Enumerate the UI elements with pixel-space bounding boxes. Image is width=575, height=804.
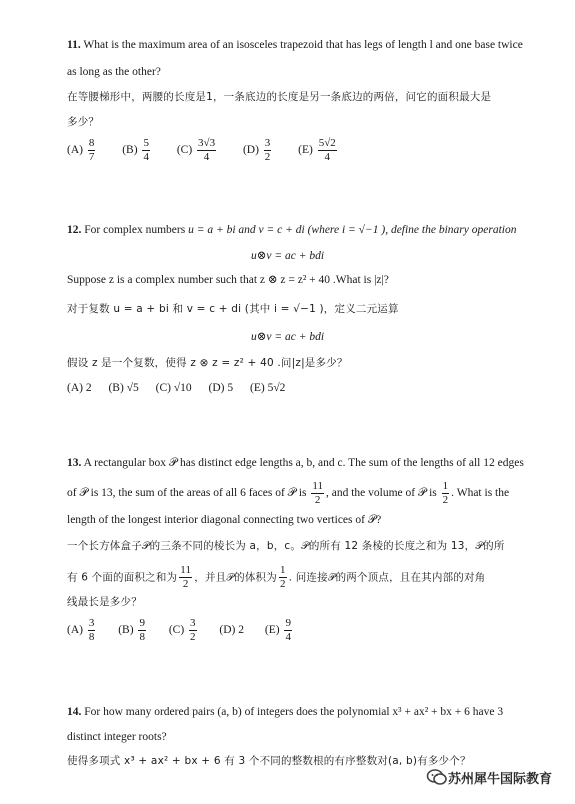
q12-english-a-math: u = a + bi and v = c + di (where i = √−1 ), define the binary operation [188,224,517,236]
q11-options [67,138,339,163]
q13-english-b3: . What is the [451,487,510,500]
q12-option-c[interactable]: (C) √10 [155,382,192,394]
q11-option-e[interactable]: (E) $\frac{5√2}{4}$ [298,137,336,163]
watermark [426,762,571,792]
q12-operation-en: u⊗v = ac + bdi [250,250,325,262]
q12-chinese-b: 假设 z 是一个复数，使得 z ⊗ z = z² + 40 .问|z|是多少？ [67,357,348,369]
q14-chinese-a: 使得多项式 x³ + ax² + bx + 6 有 3 个不同的整数根的有序整数对(a, b)有多少个？ [67,755,471,767]
watermark-text: 苏州犀牛国际教育 [448,772,553,787]
q13-chinese-b2: ，并且𝒫的体积为 [194,571,277,584]
q12-options [67,380,285,396]
q13-english-b2: , and the volume of 𝒫 is [325,487,437,500]
q11-option-c[interactable]: (C) $\frac{3√3}{4}$ [176,137,216,163]
q13-english-c: length of the longest interior diagonal connecting two vertices of 𝒫? [67,514,382,526]
q11-option-b[interactable]: (B) $\frac{5}{4}$ [122,137,149,163]
q12-option-e[interactable]: (E) 5√2 [250,382,286,394]
q12-option-a[interactable]: (A) 2 [67,382,92,394]
q14-english-b: distinct integer roots? [67,731,167,743]
q12-operation-cn: u⊗v = ac + bdi [250,331,325,343]
q13-english-a: A rectangular box 𝒫 has distinct edge lengths a, b, and c. The sum of the lengths of all 12 edges [83,457,524,469]
q11-option-a[interactable]: (A) $\frac{8}{7}$ [67,137,95,163]
q13-option-b[interactable]: (B) $\frac{9}{8}$ [118,617,145,643]
q13-fraction-volume: $\frac{1}{2}$ [442,480,449,506]
q14-text-line-1 [67,704,503,720]
q12-option-d[interactable]: (D) 5 [208,382,234,394]
q13-chinese-c: 线最长是多少？ [67,596,142,608]
q13-english-b [67,481,509,506]
q11-chinese-a: 在等腰梯形中，两腰的长度是1，一条底边的长度是另一条底边的两倍，问它的面积最大是 [67,91,492,103]
q13-number: 13. [67,457,82,469]
q12-chinese-a: 对于复数 u = a + bi 和 v = c + di (其中 i = √−1 )，定义二元运算 [67,303,399,315]
q13-cn-fraction-volume: $\frac{1}{2}$ [279,564,286,590]
wechat-logo-icon [426,766,448,788]
q13-english-b1: of 𝒫 is 13, the sum of the areas of all 6 faces of 𝒫 is [67,487,307,500]
q11-text-line-1 [67,37,523,53]
q13-fraction-area: $\frac{11}{2}$ [312,480,323,506]
q13-chinese-b [67,565,485,590]
q11-english-b: as long as the other? [67,66,161,78]
q12-option-b[interactable]: (B) √5 [108,382,139,394]
q13-options [67,618,294,643]
q13-text-line-1 [67,455,524,471]
q11-chinese-b: 多少？ [67,116,100,128]
q13-option-a[interactable]: (A) $\frac{3}{8}$ [67,617,95,643]
q13-chinese-b1: 有 6 个面的面积之和为 [67,571,178,584]
q11-number: 11. [67,39,81,51]
q14-english-a: For how many ordered pairs (a, b) of integers does the polynomial x³ + ax² + bx + 6 have 3 [84,706,504,718]
q13-option-d[interactable]: (D) 2 [219,624,244,637]
q13-chinese-a: 一个长方体盒子𝒫的三条不同的棱长为 a，b，c。𝒫的所有 12 条棱的长度之和为 13，𝒫的所 [67,540,505,552]
q14-number: 14. [67,706,82,718]
q13-cn-fraction-area: $\frac{11}{2}$ [180,564,192,590]
q11-option-d[interactable]: (D) $\frac{3}{2}$ [242,137,271,163]
q13-chinese-b3: . 问连接𝒫的两个顶点，且在其内部的对角 [288,571,486,584]
q12-text-line-1 [67,222,516,238]
q11-english-a: What is the maximum area of an isosceles trapezoid that has legs of length l and one base twice [83,39,523,51]
q12-number: 12. [67,224,82,236]
q13-option-c[interactable]: (C) $\frac{3}{2}$ [168,617,196,643]
q13-option-e[interactable]: (E) $\frac{9}{4}$ [264,617,291,643]
q12-english-a1: For complex numbers [84,224,186,236]
q12-english-b: Suppose z is a complex number such that z ⊗ z = z² + 40 .What is |z|? [67,274,389,286]
